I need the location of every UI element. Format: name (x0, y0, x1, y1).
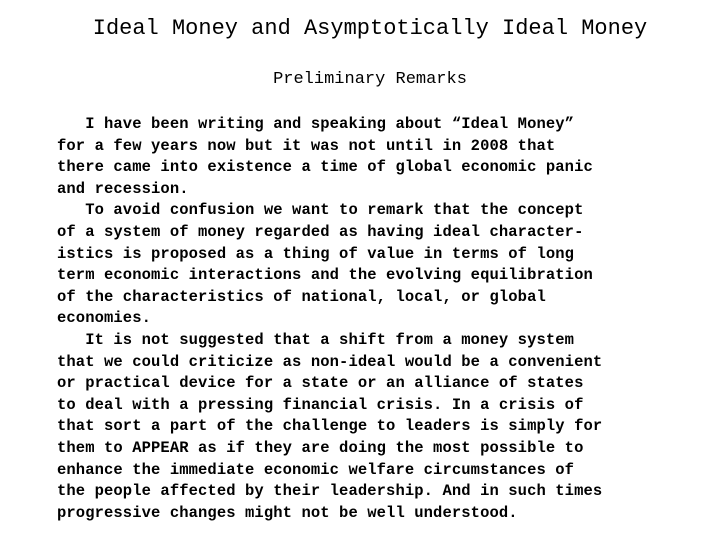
text-line: that sort a part of the challenge to leaders is simply for (57, 417, 603, 436)
document-body (57, 114, 707, 524)
text-line: of the characteristics of national, local, or global (57, 287, 546, 306)
text-line: the people affected by their leadership. And in such times (57, 482, 603, 501)
text-line: of a system of money regarded as having ideal character- (57, 222, 584, 241)
text-line: It is not suggested that a shift from a money system (57, 330, 575, 349)
text-line: To avoid confusion we want to remark that the concept (57, 201, 584, 220)
text-line: progressive changes might not be well understood. (57, 503, 518, 522)
text-line: to deal with a pressing financial crisis. In a crisis of (57, 395, 584, 414)
text-line: economies. (57, 309, 152, 328)
text-line: or practical device for a state or an alliance of states (57, 374, 584, 393)
text-line: term economic interactions and the evolving equilibration (57, 266, 593, 285)
text-line: that we could criticize as non-ideal would be a convenient (57, 352, 603, 371)
text-line: there came into existence a time of global economic panic (57, 158, 593, 177)
text-line: them to APPEAR as if they are doing the most possible to (57, 438, 584, 457)
text-line: and recession. (57, 179, 189, 198)
text-line: I have been writing and speaking about “Ideal Money” (57, 115, 575, 133)
document-subtitle: Preliminary Remarks (273, 70, 467, 89)
text-line: istics is proposed as a thing of value in terms of long (57, 244, 575, 263)
text-line: for a few years now but it was not until in 2008 that (57, 136, 556, 155)
text-line: enhance the immediate economic welfare circumstances of (57, 460, 575, 479)
document-title: Ideal Money and Asymptotically Ideal Money (92, 16, 648, 41)
